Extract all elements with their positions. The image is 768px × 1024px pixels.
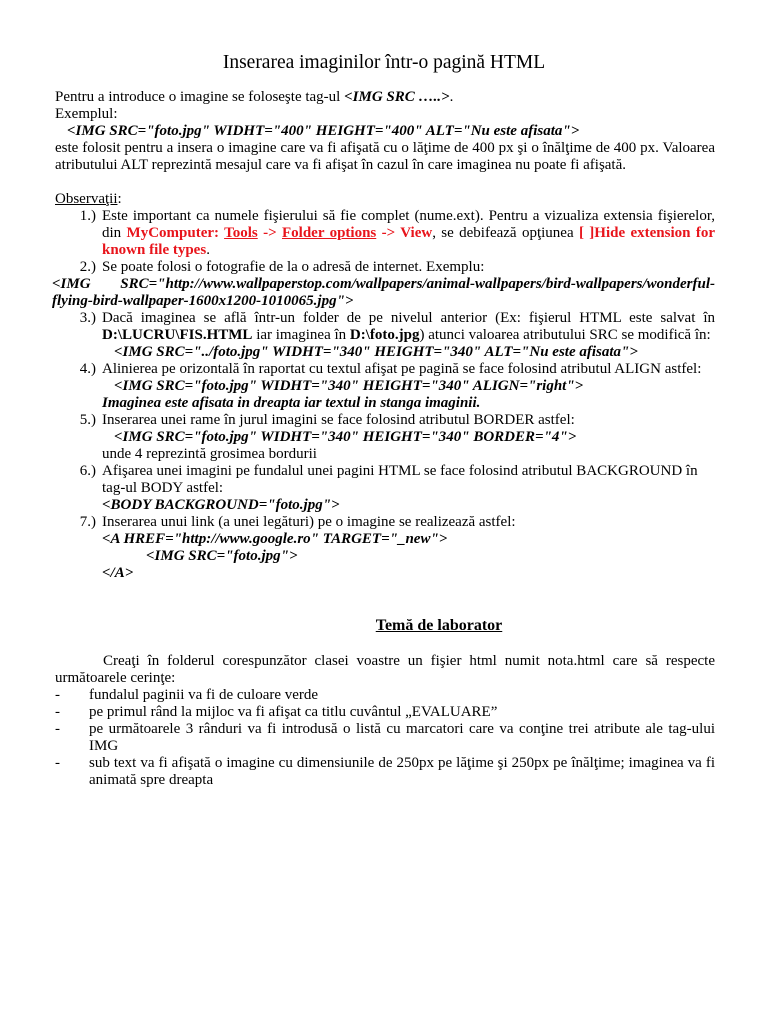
list-number: 6.) [79, 463, 96, 479]
lab-task-1 [55, 687, 715, 704]
example-label: Exemplul: [55, 106, 118, 122]
border-description: Inserarea unei rame în jurul imagini se face folosind atributul BORDER astfel: [102, 412, 575, 428]
task-text: pe primul rând la mijloc va fi afişat ca titlu cuvântul „EVALUARE” [89, 704, 498, 720]
list-item-body: Se poate folosi o fotografie de la o adresă de internet. Exemplu: [102, 259, 485, 275]
align-description: Alinierea pe orizontală în raportat cu textul afişat pe pagină se face folosind atributul ALIGN astfel: [102, 361, 702, 377]
document-body [52, 89, 715, 789]
list-item-body [102, 463, 715, 514]
hide-extension-label: [ ]Hide extension for known file types [102, 225, 715, 258]
list-item-1 [55, 208, 715, 259]
list-item-7 [55, 514, 715, 582]
list-item-body [102, 208, 715, 259]
relative-src-code: <IMG SRC="../foto.jpg" WIDHT="340" HEIGHT="340" ALT="Nu este afisata"> [114, 344, 638, 360]
item1-text-b: , se debifează opţiunea [432, 225, 579, 241]
list-item-3 [55, 310, 715, 361]
tools-label: Tools [224, 225, 258, 241]
example-description: este folosit pentru a insera o imagine care va fi afişată cu o lăţime de 400 px şi o înălţime de 400 px. Valoarea atributului ALT reprezintă mesajul care va fi afişat în cazul în care imaginea nu poate fi afişată. [55, 140, 715, 173]
intro-line [55, 89, 715, 106]
item1-text-c: . [206, 242, 210, 258]
item1-text-a: Este important ca numele fişierului să fie complet (nume.ext). Pentru a vizualiza extensia fişierelor, din [102, 208, 715, 241]
list-item-body [102, 361, 715, 412]
list-item-6 [55, 463, 715, 514]
link-description: Inserarea unui link (a unei legături) pe o imagine se realizează astfel: [102, 514, 516, 530]
item3-text-a: Dacă imaginea se află într-un folder de pe nivelul anterior (Ex: fişierul HTML este salvat în [102, 310, 715, 326]
align-note: Imaginea este afisata in dreapta iar textul in stanga imaginii. [102, 395, 481, 411]
image-path: D:\foto.jpg [349, 327, 420, 343]
lab-task-4 [55, 755, 715, 789]
dash-marker: - [55, 721, 60, 737]
list-number: 3.) [79, 310, 96, 326]
view-label: -> View [376, 225, 433, 241]
task-text: fundalul paginii va fi de culoare verde [89, 687, 319, 703]
example-code: <IMG SRC="foto.jpg" WIDHT="400" HEIGHT="400" ALT="Nu este afisata"> [67, 123, 580, 139]
arrow-1: -> [257, 225, 282, 241]
list-item-5 [55, 412, 715, 463]
html-path: D:\LUCRU\FIS.HTML [102, 327, 253, 343]
list-item-body [102, 412, 715, 463]
intro-period: . [449, 89, 454, 105]
anchor-img-code: <IMG SRC="foto.jpg"> [146, 548, 298, 564]
lab-task-3 [55, 721, 715, 755]
list-number: 2.) [79, 259, 96, 275]
list-item-body [102, 310, 715, 361]
observations-label: Observaţii [55, 191, 118, 207]
background-code: <BODY BACKGROUND="foto.jpg"> [102, 497, 340, 513]
anchor-open-code: <A HREF="http://www.google.ro" TARGET="_new"> [102, 531, 448, 547]
img-tag-code: <IMG SRC …..> [344, 89, 450, 105]
list-number: 1.) [79, 208, 96, 224]
border-note: unde 4 reprezintă grosimea bordurii [102, 446, 317, 462]
list-number: 5.) [79, 412, 96, 428]
list-number: 7.) [79, 514, 96, 530]
lab-title: Temă de laborator [375, 617, 503, 634]
intro-text: Pentru a introduce o imagine se foloseşte tag-ul [55, 89, 345, 105]
task-text: sub text va fi afişată o imagine cu dimensiunile de 250px pe lăţime şi 250px pe înălţime; imaginea va fi animată spre dreapta [89, 755, 715, 788]
folder-options-label: Folder options [282, 225, 377, 241]
border-code: <IMG SRC="foto.jpg" WIDHT="340" HEIGHT="340" BORDER="4"> [114, 429, 577, 445]
lab-task-2 [55, 704, 715, 721]
align-code: <IMG SRC="foto.jpg" WIDHT="340" HEIGHT="340" ALIGN="right"> [114, 378, 584, 394]
task-text: pe următoarele 3 rânduri va fi introdusă o listă cu marcatori care va conţine trei atribute ale tag-ului IMG [89, 721, 715, 754]
url-example-code: <IMG SRC="http://www.wallpaperstop.com/wallpapers/animal-wallpapers/bird-wallpapers/wonderful-flying-bird-wallpaper-1600x1200-1010065.jpg"> [52, 276, 715, 309]
dash-marker: - [55, 704, 60, 720]
item3-text-b: iar imaginea în [252, 327, 350, 343]
item3-text-c: ) atunci valoarea atributului SRC se modifică în: [419, 327, 711, 343]
background-description: Afişarea unei imagini pe fundalul unei pagini HTML se face folosind atributul BACKGROUND în tag-ul BODY astfel: [102, 463, 698, 496]
lab-intro: Creaţi în folderul corespunzător clasei voastre un fişier html numit nota.html care să respecte următoarele cerinţe: [55, 653, 715, 686]
list-item-body [102, 514, 715, 582]
anchor-close-code: </A> [102, 565, 134, 581]
dash-marker: - [55, 687, 60, 703]
dash-marker: - [55, 755, 60, 771]
list-item-4 [55, 361, 715, 412]
list-number: 4.) [79, 361, 96, 377]
page-title: Inserarea imaginilor într-o pagină HTML [222, 52, 546, 73]
mycomputer-label: MyComputer: [126, 225, 225, 241]
observations-colon: : [117, 191, 122, 207]
observations-heading [55, 191, 715, 208]
list-item-2 [55, 259, 715, 276]
